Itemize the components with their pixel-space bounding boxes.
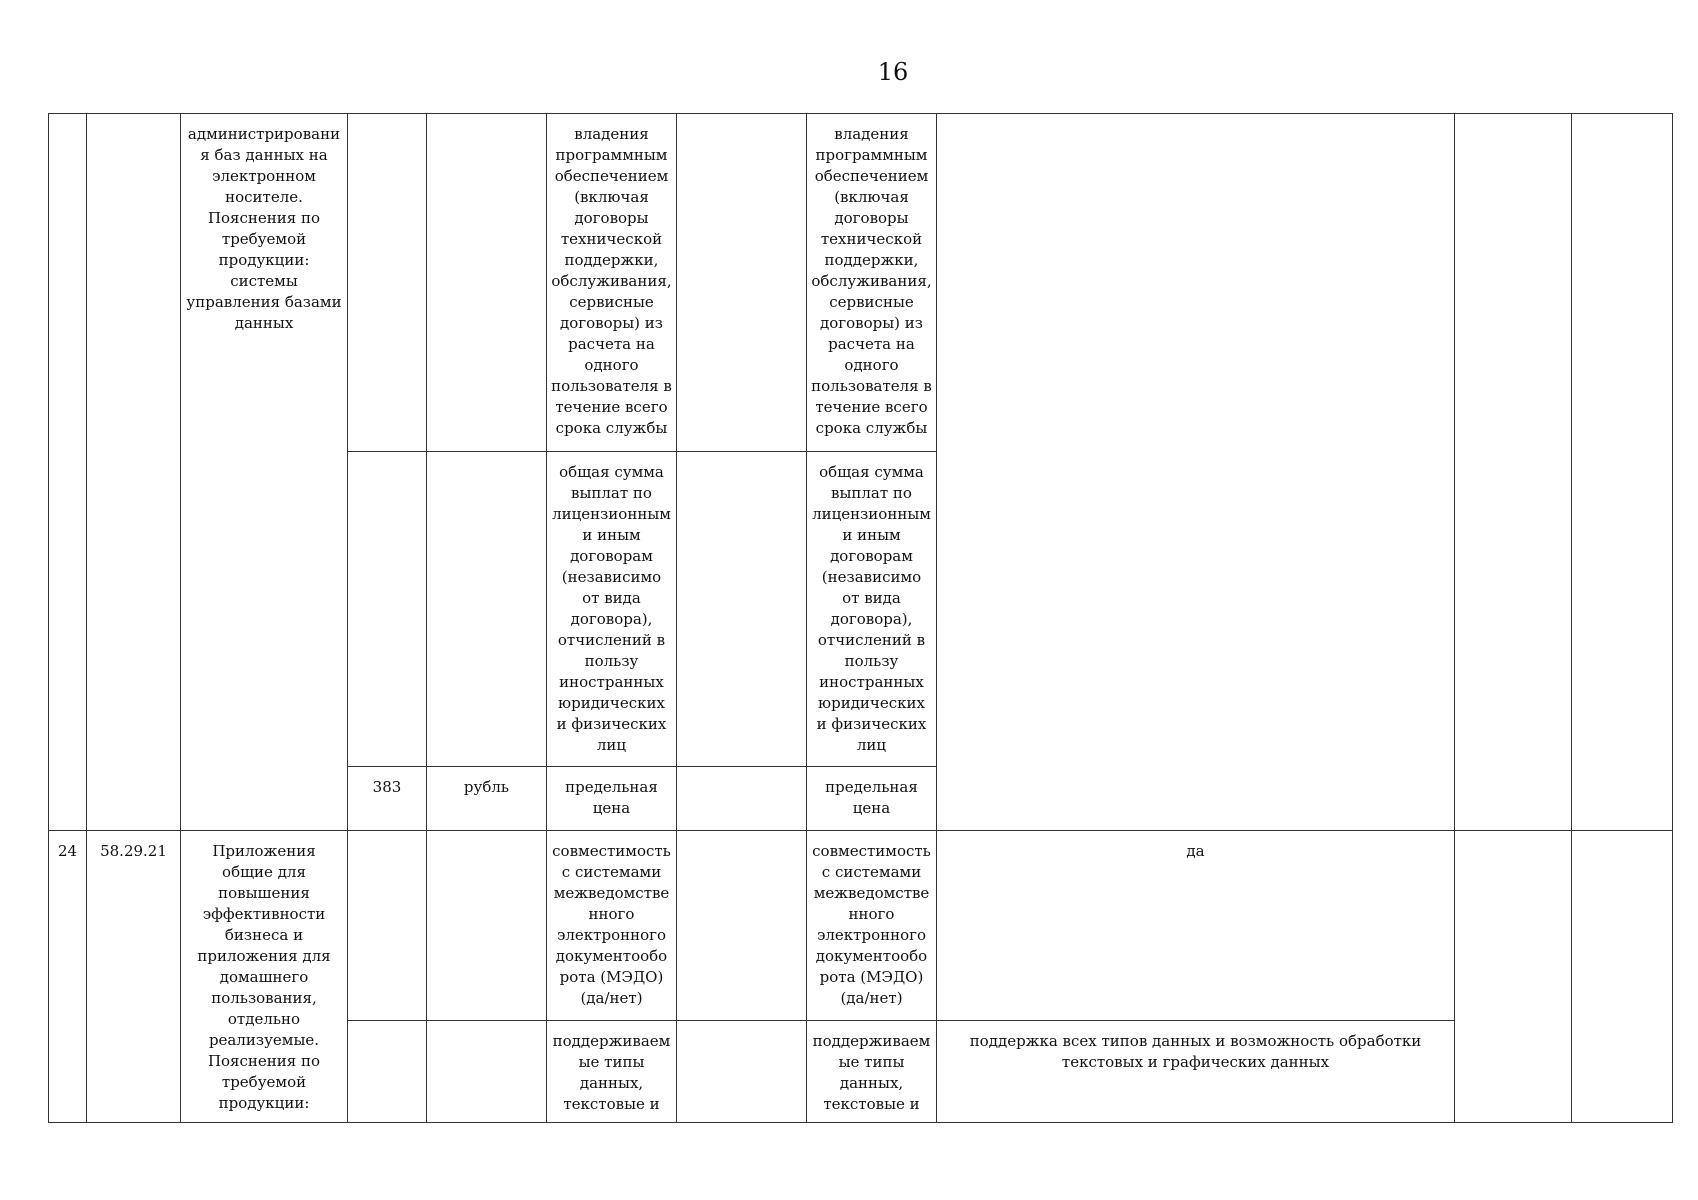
- cell-unit-code: 383: [348, 767, 427, 831]
- cell-characteristic-name: поддерживаем ые типы данных, текстовые и: [807, 1021, 937, 1123]
- page-number: 16: [877, 58, 909, 86]
- cell-characteristic-name: совместимость с системами межведомстве нного электронного документообо рота (МЭДО) (да/нет): [547, 831, 677, 1021]
- cell-characteristic-value: [677, 767, 807, 831]
- cell-characteristic-name: общая сумма выплат по лицензионным и иным договорам (независимо от вида договора), отчислений в пользу иностранных юридических и физических лиц: [547, 452, 677, 767]
- cell-value: поддержка всех типов данных и возможность обработки текстовых и графических данных: [937, 1021, 1455, 1123]
- cell-characteristic-name: предельная цена: [547, 767, 677, 831]
- cell-characteristic-value: [677, 452, 807, 767]
- cell-characteristic-name: владения программным обеспечением (включая договоры технической поддержки, обслуживания, сервисные договоры) из расчета на одного пользователя в течение всего срока службы: [807, 114, 937, 452]
- cell-characteristic-name: предельная цена: [807, 767, 937, 831]
- cell-characteristic-value: [677, 831, 807, 1021]
- cell-value: да: [937, 831, 1455, 1021]
- cell-num-empty: [49, 114, 87, 831]
- cell-unit-code: [348, 831, 427, 1021]
- cell-unit-name: [427, 452, 547, 767]
- cell-empty: [1455, 831, 1572, 1123]
- cell-product-name: Приложения общие для повышения эффективности бизнеса и приложения для домашнего пользования, отдельно реализуемые. Пояснения по требуемой продукции:: [181, 831, 348, 1123]
- cell-unit-name: рубль: [427, 767, 547, 831]
- characteristics-table: [48, 113, 1673, 1123]
- cell-unit-code: [348, 114, 427, 452]
- cell-characteristic-name: совместимость с системами межведомстве нного электронного документообо рота (МЭДО) (да/нет): [807, 831, 937, 1021]
- cell-characteristic-name: общая сумма выплат по лицензионным и иным договорам (независимо от вида договора), отчислений в пользу иностранных юридических и физических лиц: [807, 452, 937, 767]
- cell-characteristic-value: [677, 114, 807, 452]
- cell-unit-code: [348, 1021, 427, 1123]
- cell-characteristic-name: поддерживаем ые типы данных, текстовые и: [547, 1021, 677, 1123]
- table-row-continuation-1: [49, 114, 1673, 452]
- cell-characteristic-name: владения программным обеспечением (включая договоры технической поддержки, обслуживания, сервисные договоры) из расчета на одного пользователя в течение всего срока службы: [547, 114, 677, 452]
- cell-okpd-code: 58.29.21: [87, 831, 181, 1123]
- cell-okpd-empty: [87, 114, 181, 831]
- cell-unit-code: [348, 452, 427, 767]
- cell-empty: [1572, 831, 1673, 1123]
- table-row-24: [49, 831, 1673, 1021]
- cell-unit-name: [427, 114, 547, 452]
- cell-value: [937, 114, 1455, 831]
- cell-product-name: администрировани я баз данных на электронном носителе. Пояснения по требуемой продукции: системы управления базами данных: [181, 114, 348, 831]
- cell-row-number: 24: [49, 831, 87, 1123]
- cell-unit-name: [427, 1021, 547, 1123]
- cell-empty: [1572, 114, 1673, 831]
- cell-characteristic-value: [677, 1021, 807, 1123]
- cell-unit-name: [427, 831, 547, 1021]
- cell-empty: [1455, 114, 1572, 831]
